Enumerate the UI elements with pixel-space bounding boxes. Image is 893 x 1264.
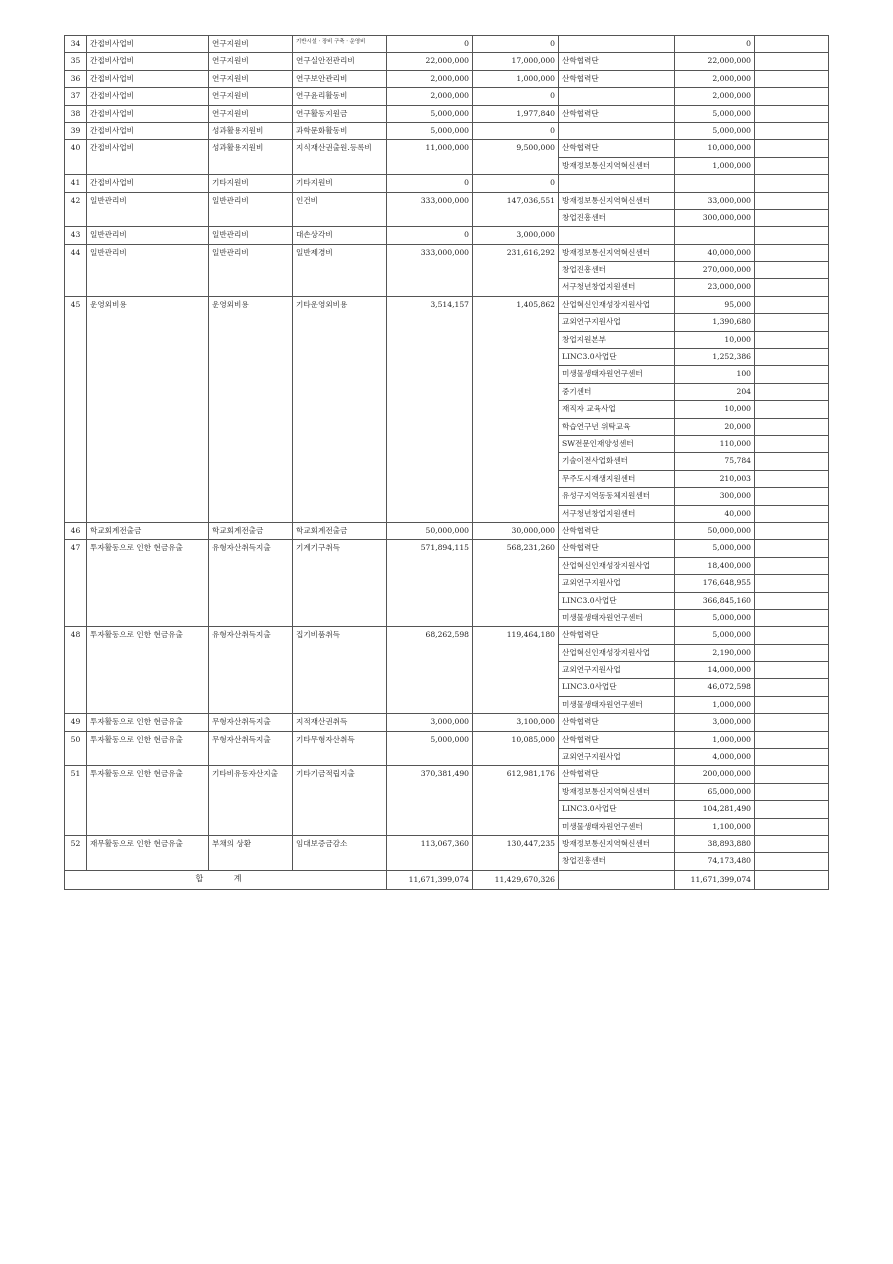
row-number: 37	[65, 88, 87, 105]
note-cell	[755, 36, 829, 53]
budget-amount: 0	[387, 36, 473, 53]
detail-item-name: 기계기구취득	[293, 540, 387, 627]
executed-amount: 3,100,000	[473, 714, 559, 731]
executed-amount: 1,000,000	[473, 70, 559, 87]
allocation-unit: 방재정보통신지역혁신센터	[559, 192, 675, 209]
executed-amount: 147,036,551	[473, 192, 559, 227]
note-cell	[755, 540, 829, 557]
allocation-unit: 창업지원본부	[559, 331, 675, 348]
allocation-amount: 1,252,386	[675, 349, 755, 366]
row-number: 40	[65, 140, 87, 175]
note-cell	[755, 835, 829, 852]
executed-amount: 0	[473, 88, 559, 105]
table-row	[65, 766, 829, 783]
allocation-unit: 창업진흥센터	[559, 262, 675, 279]
sub-item-name: 연구지원비	[209, 53, 293, 70]
allocation-unit: 산학협력단	[559, 70, 675, 87]
allocation-unit: 산업혁신인재성장지원사업	[559, 557, 675, 574]
note-cell	[755, 453, 829, 470]
allocation-unit: 교외연구지원사업	[559, 314, 675, 331]
item-name: 투자활동으로 인한 현금유출	[87, 540, 209, 627]
item-name: 투자활동으로 인한 현금유출	[87, 627, 209, 714]
allocation-unit	[559, 122, 675, 139]
detail-item-name: 기타지원비	[293, 175, 387, 192]
allocation-amount: 74,173,480	[675, 853, 755, 870]
executed-amount: 1,977,840	[473, 105, 559, 122]
row-number: 39	[65, 122, 87, 139]
table-row	[65, 227, 829, 244]
allocation-amount: 33,000,000	[675, 192, 755, 209]
note-cell	[755, 105, 829, 122]
note-cell	[755, 731, 829, 748]
allocation-unit	[559, 36, 675, 53]
allocation-unit: 미생물생태자원연구센터	[559, 696, 675, 713]
executed-amount: 30,000,000	[473, 522, 559, 539]
allocation-amount	[675, 227, 755, 244]
note-cell	[755, 505, 829, 522]
note-cell	[755, 783, 829, 800]
allocation-unit: 산업혁신인재성장지원사업	[559, 644, 675, 661]
allocation-unit: 유성구지역동동체지원센터	[559, 488, 675, 505]
item-name: 간접비사업비	[87, 105, 209, 122]
table-row	[65, 105, 829, 122]
allocation-unit: 산학협력단	[559, 53, 675, 70]
detail-item-name: 지적재산권취득	[293, 714, 387, 731]
allocation-amount	[675, 175, 755, 192]
allocation-unit	[559, 227, 675, 244]
detail-item-name: 연구활동지원금	[293, 105, 387, 122]
sub-item-name: 일반관리비	[209, 192, 293, 227]
table-row	[65, 296, 829, 313]
budget-amount: 5,000,000	[387, 105, 473, 122]
table-row	[65, 627, 829, 644]
note-cell	[755, 192, 829, 209]
allocation-amount: 110,000	[675, 435, 755, 452]
item-name: 투자활동으로 인한 현금유출	[87, 731, 209, 766]
allocation-unit: 미생물생태자원연구센터	[559, 818, 675, 835]
total-row	[65, 870, 829, 889]
detail-item-name: 임대보증금감소	[293, 835, 387, 870]
budget-amount: 68,262,598	[387, 627, 473, 714]
budget-amount: 11,000,000	[387, 140, 473, 175]
detail-item-name: 기타기금적립지출	[293, 766, 387, 836]
allocation-amount: 65,000,000	[675, 783, 755, 800]
row-number: 45	[65, 296, 87, 522]
allocation-unit: 서구청년창업지원센터	[559, 279, 675, 296]
detail-item-name: 기타운영외비용	[293, 296, 387, 522]
allocation-amount: 1,000,000	[675, 731, 755, 748]
item-name: 간접비사업비	[87, 88, 209, 105]
row-number: 35	[65, 53, 87, 70]
sub-item-name: 기타지원비	[209, 175, 293, 192]
allocation-unit: 기술이전사업화센터	[559, 453, 675, 470]
note-cell	[755, 314, 829, 331]
allocation-amount: 10,000	[675, 401, 755, 418]
allocation-amount: 5,000,000	[675, 627, 755, 644]
allocation-amount: 38,893,880	[675, 835, 755, 852]
note-cell	[755, 122, 829, 139]
allocation-amount: 10,000,000	[675, 140, 755, 157]
allocation-amount: 40,000	[675, 505, 755, 522]
note-cell	[755, 627, 829, 644]
note-cell	[755, 766, 829, 783]
note-cell	[755, 175, 829, 192]
allocation-unit: 무주도시재생지원센터	[559, 470, 675, 487]
allocation-amount: 5,000,000	[675, 122, 755, 139]
budget-amount: 333,000,000	[387, 244, 473, 296]
detail-item-name: 집기비품취득	[293, 627, 387, 714]
note-cell	[755, 366, 829, 383]
allocation-amount: 100	[675, 366, 755, 383]
sub-item-name: 성과활용지원비	[209, 140, 293, 175]
note-cell	[755, 70, 829, 87]
item-name: 간접비사업비	[87, 53, 209, 70]
allocation-unit: 재직자 교육사업	[559, 401, 675, 418]
detail-item-name: 연구보안관리비	[293, 70, 387, 87]
allocation-unit: 산업혁신인재성장지원사업	[559, 296, 675, 313]
allocation-amount: 14,000,000	[675, 662, 755, 679]
allocation-amount: 5,000,000	[675, 105, 755, 122]
sub-item-name: 운영외비용	[209, 296, 293, 522]
note-cell	[755, 662, 829, 679]
total-unit-blank	[559, 870, 675, 889]
row-number: 51	[65, 766, 87, 836]
executed-amount: 119,464,180	[473, 627, 559, 714]
sub-item-name: 연구지원비	[209, 70, 293, 87]
table-row	[65, 36, 829, 53]
item-name: 간접비사업비	[87, 140, 209, 175]
allocation-amount: 2,000,000	[675, 70, 755, 87]
budget-execution-table	[64, 35, 829, 890]
allocation-amount: 95,000	[675, 296, 755, 313]
allocation-unit: 미생물생태자원연구센터	[559, 609, 675, 626]
allocation-amount: 46,072,598	[675, 679, 755, 696]
allocation-unit: 산학협력단	[559, 540, 675, 557]
budget-amount: 3,514,157	[387, 296, 473, 522]
budget-amount: 2,000,000	[387, 70, 473, 87]
budget-amount: 5,000,000	[387, 122, 473, 139]
table-row	[65, 53, 829, 70]
table-row	[65, 140, 829, 157]
allocation-amount: 18,400,000	[675, 557, 755, 574]
budget-amount: 333,000,000	[387, 192, 473, 227]
note-cell	[755, 209, 829, 226]
allocation-amount: 1,390,680	[675, 314, 755, 331]
row-number: 38	[65, 105, 87, 122]
note-cell	[755, 488, 829, 505]
allocation-amount: 10,000	[675, 331, 755, 348]
note-cell	[755, 644, 829, 661]
note-cell	[755, 296, 829, 313]
detail-item-name: 대손상각비	[293, 227, 387, 244]
table-row	[65, 540, 829, 557]
note-cell	[755, 522, 829, 539]
sub-item-name: 기타비유동자산지출	[209, 766, 293, 836]
total-allocation-amount: 11,671,399,074	[675, 870, 755, 889]
row-number: 44	[65, 244, 87, 296]
sub-item-name: 연구지원비	[209, 88, 293, 105]
allocation-amount: 22,000,000	[675, 53, 755, 70]
allocation-amount: 3,000,000	[675, 714, 755, 731]
item-name: 투자활동으로 인한 현금유출	[87, 766, 209, 836]
allocation-unit: 방재정보통신지역혁신센터	[559, 835, 675, 852]
allocation-unit: 산학협력단	[559, 522, 675, 539]
total-budget: 11,671,399,074	[387, 870, 473, 889]
allocation-amount: 50,000,000	[675, 522, 755, 539]
executed-amount: 130,447,235	[473, 835, 559, 870]
allocation-unit: 방재정보통신지역혁신센터	[559, 244, 675, 261]
allocation-unit: 중기센터	[559, 383, 675, 400]
table-row	[65, 835, 829, 852]
note-cell	[755, 696, 829, 713]
sub-item-name: 부채의 상환	[209, 835, 293, 870]
note-cell	[755, 679, 829, 696]
allocation-amount: 300,000,000	[675, 209, 755, 226]
sub-item-name: 유형자산취득지출	[209, 627, 293, 714]
allocation-amount: 210,003	[675, 470, 755, 487]
allocation-amount: 270,000,000	[675, 262, 755, 279]
item-name: 학교회계전출금	[87, 522, 209, 539]
note-cell	[755, 853, 829, 870]
detail-item-name: 기타무형자산취득	[293, 731, 387, 766]
budget-amount: 571,894,115	[387, 540, 473, 627]
executed-amount: 17,000,000	[473, 53, 559, 70]
note-cell	[755, 592, 829, 609]
note-cell	[755, 349, 829, 366]
total-note-blank	[755, 870, 829, 889]
executed-amount: 0	[473, 36, 559, 53]
allocation-amount: 75,784	[675, 453, 755, 470]
sub-item-name: 연구지원비	[209, 36, 293, 53]
detail-item-name: 연구실안전관리비	[293, 53, 387, 70]
executed-amount: 3,000,000	[473, 227, 559, 244]
item-name: 일반관리비	[87, 227, 209, 244]
item-name: 간접비사업비	[87, 36, 209, 53]
allocation-unit: LINC3.0사업단	[559, 801, 675, 818]
allocation-amount: 20,000	[675, 418, 755, 435]
executed-amount: 0	[473, 175, 559, 192]
allocation-unit	[559, 175, 675, 192]
allocation-amount: 2,000,000	[675, 88, 755, 105]
allocation-unit: 교외연구지원사업	[559, 575, 675, 592]
allocation-unit: LINC3.0사업단	[559, 592, 675, 609]
budget-amount: 50,000,000	[387, 522, 473, 539]
table-row	[65, 731, 829, 748]
allocation-amount: 204	[675, 383, 755, 400]
note-cell	[755, 279, 829, 296]
budget-amount: 5,000,000	[387, 731, 473, 766]
item-name: 간접비사업비	[87, 70, 209, 87]
item-name: 재무활동으로 인한 현금유출	[87, 835, 209, 870]
sub-item-name: 무형자산취득지출	[209, 731, 293, 766]
allocation-amount: 366,845,160	[675, 592, 755, 609]
table-row	[65, 175, 829, 192]
note-cell	[755, 227, 829, 244]
sub-item-name: 유형자산취득지출	[209, 540, 293, 627]
note-cell	[755, 383, 829, 400]
detail-item-name: 지식재산권출원.등록비	[293, 140, 387, 175]
item-name: 일반관리비	[87, 192, 209, 227]
note-cell	[755, 157, 829, 174]
table-row	[65, 192, 829, 209]
allocation-unit: 방재정보통신지역혁신센터	[559, 157, 675, 174]
row-number: 48	[65, 627, 87, 714]
allocation-unit: LINC3.0사업단	[559, 679, 675, 696]
budget-amount: 3,000,000	[387, 714, 473, 731]
detail-item-name: 기반시설 · 장비 구축 · 운영비	[293, 36, 387, 53]
allocation-amount: 23,000,000	[675, 279, 755, 296]
allocation-unit: SW전문인재양성센터	[559, 435, 675, 452]
allocation-unit	[559, 88, 675, 105]
note-cell	[755, 714, 829, 731]
allocation-unit: 산학협력단	[559, 731, 675, 748]
allocation-unit: 방재정보통신지역혁신센터	[559, 783, 675, 800]
note-cell	[755, 609, 829, 626]
allocation-amount: 5,000,000	[675, 540, 755, 557]
note-cell	[755, 435, 829, 452]
row-number: 50	[65, 731, 87, 766]
allocation-unit: 서구청년창업지원센터	[559, 505, 675, 522]
note-cell	[755, 418, 829, 435]
executed-amount: 612,981,176	[473, 766, 559, 836]
row-number: 43	[65, 227, 87, 244]
note-cell	[755, 557, 829, 574]
row-number: 47	[65, 540, 87, 627]
executed-amount: 0	[473, 122, 559, 139]
allocation-amount: 1,000,000	[675, 696, 755, 713]
row-number: 42	[65, 192, 87, 227]
note-cell	[755, 262, 829, 279]
detail-item-name: 일반제경비	[293, 244, 387, 296]
table-row	[65, 522, 829, 539]
allocation-unit: 교외연구지원사업	[559, 749, 675, 766]
sub-item-name: 연구지원비	[209, 105, 293, 122]
executed-amount: 231,616,292	[473, 244, 559, 296]
item-name: 간접비사업비	[87, 175, 209, 192]
allocation-unit: 미생물생태자원연구센터	[559, 366, 675, 383]
detail-item-name: 인건비	[293, 192, 387, 227]
note-cell	[755, 140, 829, 157]
row-number: 36	[65, 70, 87, 87]
note-cell	[755, 801, 829, 818]
allocation-amount: 176,648,955	[675, 575, 755, 592]
row-number: 46	[65, 522, 87, 539]
row-number: 41	[65, 175, 87, 192]
allocation-unit: 산학협력단	[559, 766, 675, 783]
allocation-unit: 산학협력단	[559, 714, 675, 731]
budget-amount: 22,000,000	[387, 53, 473, 70]
sub-item-name: 무형자산취득지출	[209, 714, 293, 731]
allocation-amount: 4,000,000	[675, 749, 755, 766]
allocation-unit: 산학협력단	[559, 627, 675, 644]
note-cell	[755, 470, 829, 487]
note-cell	[755, 401, 829, 418]
note-cell	[755, 88, 829, 105]
item-name: 운영외비용	[87, 296, 209, 522]
allocation-amount: 0	[675, 36, 755, 53]
sub-item-name: 일반관리비	[209, 244, 293, 296]
detail-item-name: 학교회계전출금	[293, 522, 387, 539]
executed-amount: 568,231,260	[473, 540, 559, 627]
table-row	[65, 714, 829, 731]
allocation-unit: 창업진흥센터	[559, 209, 675, 226]
allocation-unit: 산학협력단	[559, 140, 675, 157]
item-name: 일반관리비	[87, 244, 209, 296]
note-cell	[755, 749, 829, 766]
executed-amount: 1,405,862	[473, 296, 559, 522]
note-cell	[755, 53, 829, 70]
item-name: 간접비사업비	[87, 122, 209, 139]
allocation-amount: 5,000,000	[675, 609, 755, 626]
allocation-amount: 40,000,000	[675, 244, 755, 261]
allocation-unit: 교외연구지원사업	[559, 662, 675, 679]
detail-item-name: 연구윤리활동비	[293, 88, 387, 105]
sub-item-name: 학교회계전출금	[209, 522, 293, 539]
note-cell	[755, 575, 829, 592]
note-cell	[755, 331, 829, 348]
row-number: 34	[65, 36, 87, 53]
total-executed: 11,429,670,326	[473, 870, 559, 889]
table-row	[65, 88, 829, 105]
detail-item-name: 과학문화활동비	[293, 122, 387, 139]
table-row	[65, 122, 829, 139]
allocation-unit: 산학협력단	[559, 105, 675, 122]
table-row	[65, 244, 829, 261]
total-label: 합 계	[65, 870, 387, 889]
allocation-unit: 창업진흥센터	[559, 853, 675, 870]
row-number: 49	[65, 714, 87, 731]
executed-amount: 10,085,000	[473, 731, 559, 766]
allocation-amount: 1,100,000	[675, 818, 755, 835]
allocation-amount: 2,190,000	[675, 644, 755, 661]
budget-amount: 0	[387, 227, 473, 244]
allocation-amount: 300,000	[675, 488, 755, 505]
allocation-amount: 1,000,000	[675, 157, 755, 174]
item-name: 투자활동으로 인한 현금유출	[87, 714, 209, 731]
note-cell	[755, 244, 829, 261]
row-number: 52	[65, 835, 87, 870]
note-cell	[755, 818, 829, 835]
sub-item-name: 성과활용지원비	[209, 122, 293, 139]
budget-amount: 113,067,360	[387, 835, 473, 870]
allocation-unit: LINC3.0사업단	[559, 349, 675, 366]
budget-amount: 0	[387, 175, 473, 192]
budget-amount: 370,381,490	[387, 766, 473, 836]
sub-item-name: 일반관리비	[209, 227, 293, 244]
table-row	[65, 70, 829, 87]
table-body	[65, 36, 829, 871]
allocation-amount: 200,000,000	[675, 766, 755, 783]
budget-amount: 2,000,000	[387, 88, 473, 105]
executed-amount: 9,500,000	[473, 140, 559, 175]
allocation-amount: 104,281,490	[675, 801, 755, 818]
allocation-unit: 학습연구년 위탁교육	[559, 418, 675, 435]
